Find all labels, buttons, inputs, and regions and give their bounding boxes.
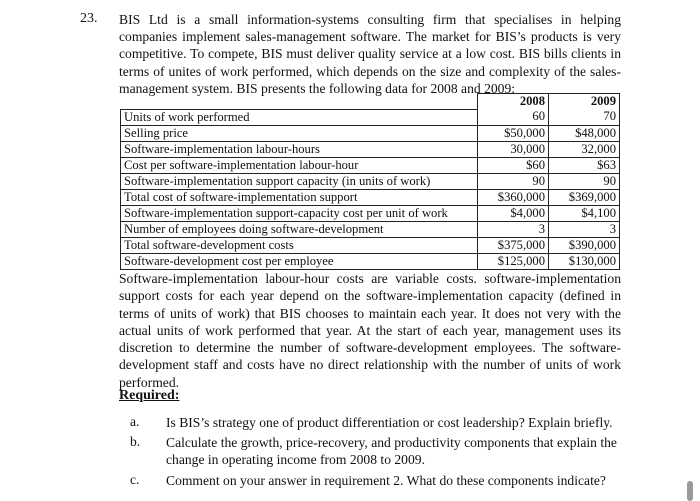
required-item-b-letter: b. bbox=[130, 434, 141, 449]
row-label: Selling price bbox=[121, 125, 478, 141]
required-heading: Required: bbox=[119, 388, 180, 403]
required-item-a-text: Is BIS’s strategy one of product differentiation or cost leadership? Explain briefly. bbox=[166, 415, 613, 430]
question-intro: BIS Ltd is a small information-systems consulting firm that specialises in helping companies implement sales-management software. The market for BIS’s products is very competitive. To compete, BIS must deliver quality service at a low cost. BIS bills clients in terms of unites of work performed, which depends on the size and complexity of the sales-management system. BIS presents the following data for 2008 and 2009: bbox=[119, 12, 621, 96]
value-2009: 32,000 bbox=[549, 141, 620, 157]
row-label: Software-implementation support capacity (in units of work) bbox=[121, 173, 478, 189]
row-label: Software-implementation support-capacity cost per unit of work bbox=[121, 205, 478, 221]
value-2009: 90 bbox=[549, 173, 620, 189]
required-item-c-text: Comment on your answer in requirement 2. What do these components indicate? bbox=[166, 473, 606, 488]
value-2008: $360,000 bbox=[478, 189, 549, 205]
question-number: 23. bbox=[80, 11, 98, 26]
table-header-row bbox=[121, 94, 620, 110]
value-2009: 70 bbox=[549, 109, 620, 125]
value-2008: $4,000 bbox=[478, 205, 549, 221]
value-2008: $375,000 bbox=[478, 237, 549, 253]
table-row bbox=[121, 173, 620, 189]
value-2009: $63 bbox=[549, 157, 620, 173]
value-2009: $390,000 bbox=[549, 237, 620, 253]
cost-behaviour-paragraph: Software-implementation labour-hour costs are variable costs. software-implementation support costs for each year depend on the software-implementation capacity (defined in terms of units of work) that BIS chooses to maintain each year. It does not very with the actual units of work performed that year. At the start of each year, management uses its discretion to determine the number of software-development employees. The software-development staff and costs have no direct relationship with the number of units of work performed. bbox=[119, 271, 621, 390]
value-2009: $130,000 bbox=[549, 253, 620, 269]
table-row bbox=[121, 205, 620, 221]
value-2008: $50,000 bbox=[478, 125, 549, 141]
value-2008: 3 bbox=[478, 221, 549, 237]
table-row bbox=[121, 253, 620, 269]
table-row bbox=[121, 157, 620, 173]
value-2009: $48,000 bbox=[549, 125, 620, 141]
required-item-c-letter: c. bbox=[130, 472, 140, 487]
required-item-b-text: Calculate the growth, price-recovery, and productivity components that explain the change in operating income from 2008 to 2009. bbox=[166, 435, 617, 468]
row-label: Cost per software-implementation labour-hour bbox=[121, 157, 478, 173]
table-row bbox=[121, 125, 620, 141]
value-2008: $60 bbox=[478, 157, 549, 173]
row-label: Units of work performed bbox=[121, 109, 478, 125]
scrollbar-thumb[interactable] bbox=[687, 481, 693, 501]
table-row bbox=[121, 189, 620, 205]
table-row bbox=[121, 141, 620, 157]
table-header-2008: 2008 bbox=[478, 94, 549, 110]
row-label: Total cost of software-implementation support bbox=[121, 189, 478, 205]
value-2008: 90 bbox=[478, 173, 549, 189]
value-2008: 30,000 bbox=[478, 141, 549, 157]
value-2009: 3 bbox=[549, 221, 620, 237]
row-label: Software-development cost per employee bbox=[121, 253, 478, 269]
value-2009: $4,100 bbox=[549, 205, 620, 221]
table-row bbox=[121, 109, 620, 125]
table-row bbox=[121, 221, 620, 237]
required-item-a-letter: a. bbox=[130, 414, 140, 429]
row-label: Total software-development costs bbox=[121, 237, 478, 253]
row-label: Number of employees doing software-development bbox=[121, 221, 478, 237]
table-header-2009: 2009 bbox=[549, 94, 620, 110]
table-row bbox=[121, 237, 620, 253]
value-2009: $369,000 bbox=[549, 189, 620, 205]
data-table bbox=[120, 93, 620, 270]
row-label: Software-implementation labour-hours bbox=[121, 141, 478, 157]
value-2008: $125,000 bbox=[478, 253, 549, 269]
value-2008: 60 bbox=[478, 109, 549, 125]
table-header-blank bbox=[121, 94, 478, 110]
